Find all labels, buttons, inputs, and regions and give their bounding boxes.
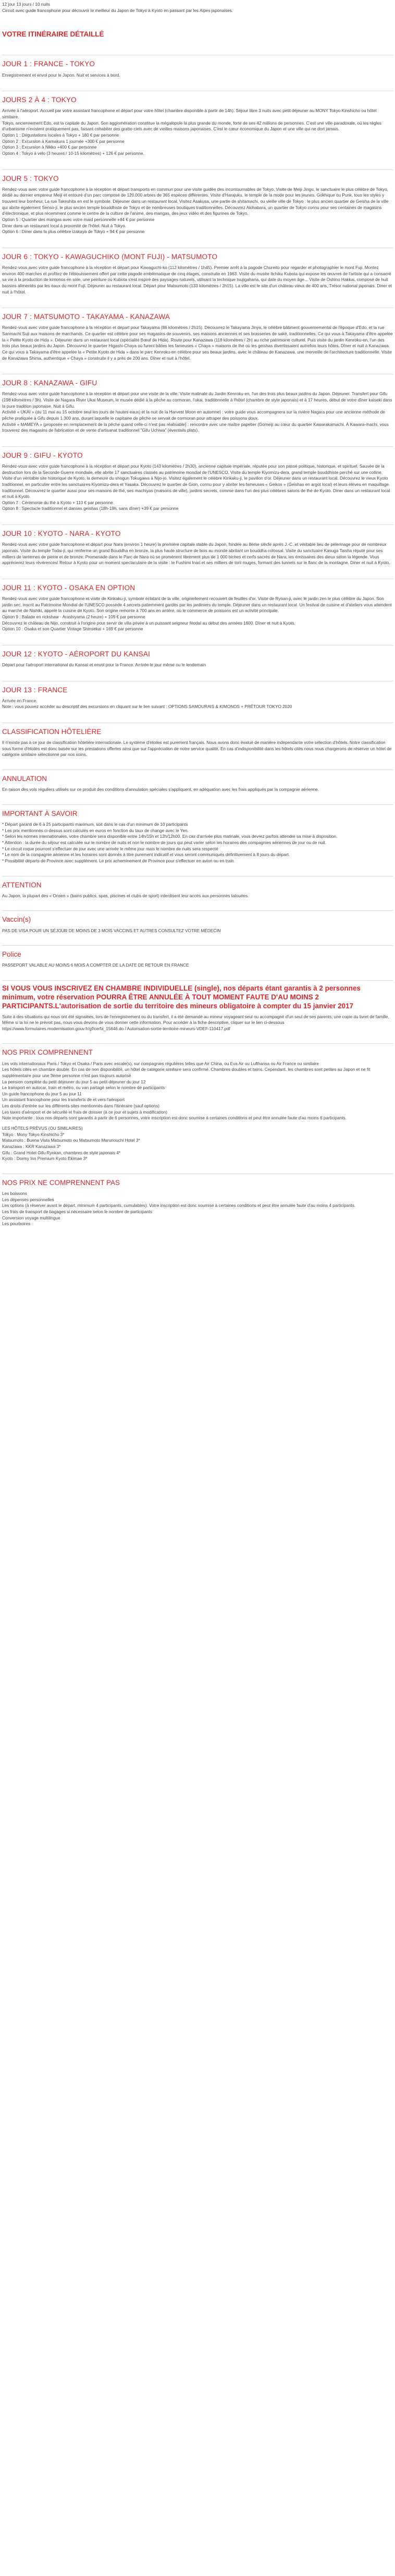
divider: [2, 910, 393, 911]
day-section: [2, 645, 393, 681]
trip-duration: 12 jour 13 jours / 10 nuits: [2, 2, 50, 7]
police-section: [2, 945, 393, 980]
day-paragraph: Départ pour l'aéroport international du Kansaï et envol pour la France. Arrivée le jour même ou le lendemain: [2, 662, 206, 667]
day-title: JOUR 13 : FRANCE: [2, 686, 68, 694]
trip-summary: Circuit avec guide francophone pour découvrir le meilleur du Japon de Tokyo à Kyoto en passant par les Alpes japonaises.: [2, 8, 233, 13]
compris-paragraph: Kyoto : Dormy Inn Premium Kyoto Ekimae 3*: [2, 1156, 88, 1162]
classification-paragraph: Il n'existe pas à ce jour de classification hôtelière internationale. Le système d'étoiles est purement français. Nous avons donc évalué de manière indépendante votre sélection d'hôtels. Notre classification sous forme d'étoiles est donc basée sur les prestations offertes ainsi que sur l'appréciation de notre service qualité. En cas d'indisponibilité dans les hôtels cités nous nous chargerons de réserver un hôtel de catégorie similaire sélectionné par nos soins.: [2, 740, 392, 758]
divider: [2, 1043, 393, 1044]
divider: [2, 945, 393, 946]
chambre-title: SI VOUS VOUS INSCRIVEZ EN CHAMBRE INDIVIDUELLE (single), nos départs étant garantis à 2 personnes minimum, votre réservation POURRA ÊTRE ANNULÉE À TOUT MOMENT FAUTE D'AU MOINS 2 PARTICIPANTS.L'autorisation de sortie du territoire des mineurs obligatoire à compter du 15 janvier 2017: [2, 984, 361, 1010]
vaccin-section: [2, 910, 393, 945]
important-paragraph: * Selon les normes internationales, votre chambre sera disponible entre 14h/15h et 12h/12h00. En cas d'arrivée plus matinale, vous devrez parfois attendre sa mise à disposition.: [2, 834, 338, 839]
important-paragraph: * Possibilité départs de Province avec supplément. Le prix acheminement de Province pour s'effectuer en avion ou en train.: [2, 858, 235, 863]
attention-section: [2, 876, 393, 911]
important-title: IMPORTANT À SAVOIR: [2, 809, 78, 817]
day-section: [2, 248, 393, 308]
day-title: JOUR 7 : MATSUMOTO - TAKAYAMA - KANAZAWA: [2, 313, 170, 321]
day-title: JOUR 5 : TOKYO: [2, 174, 59, 182]
non_compris-paragraph: Conversion voyage multilingue: [2, 1215, 60, 1220]
extra-sections: [2, 723, 393, 1232]
day-paragraph: Option 2 : Excursion à Kamakura 1 journée +300 € par personne: [2, 139, 125, 144]
day-paragraph: Tokyo, anciennement Edo, est la capitale du Japon. Son agglomération constitue la mégalopole la plus grande du monde, forte de ses 42 millions de personnes. C'est une ville paradoxale, où les règles d'urbanisme n'existent pratiquement pas, faisant cohabiter des gratte-ciels avec de vieilles maisons japonaises. C'est le cœur économique du Japon et une ville qui ne dort jamais.: [2, 120, 381, 132]
compris-paragraph: Matsumoto : Buena Vista Matsumoto ou Matsumoto Marunouchi Hotel 3*: [2, 1138, 140, 1143]
day-section: [2, 681, 393, 723]
day-paragraph: Option 10 : Osaka et son Quartier Vintage Shinsekai + 169 € par personne: [2, 627, 143, 632]
day-paragraph: Option 6 : Diner dans la plus célèbre izakaya de Tokyo + 94 € par personne: [2, 229, 145, 235]
important-paragraph: * Le nom de la compagnie aérienne et les horaires sont donnés à titre purement indicatif et vous seront communiqués définitivement à 8 jours du départ.: [2, 852, 290, 858]
attention-title: ATTENTION: [2, 881, 42, 889]
day-section: [2, 524, 393, 579]
day-section: [2, 91, 393, 169]
classification-title: CLASSIFICATION HÔTELIÈRE: [2, 728, 102, 736]
classification-section: [2, 723, 393, 770]
compris-paragraph: Les hôtels cités en chambre double. En cas de non disponibilité, un hôtel de catégorie similaire sera confirmé. Chambres doubles et twins. Cependant, les chambres sont petites au Japon et ne fit supplémentaire pour une 3ème personne n'est pas toujours autorisé: [2, 1067, 371, 1078]
day-paragraph: Rendez-vous avec votre guide francophone à la réception et départ pour Kawaguchi-ko (112 kilomètres / 1h45). Premier arrêt à la pagode Chureito pour regarder et photographier le mont Fuji. Montez environ 400 marches et profitez de l'éblouissement offert par cette pagode emblématique de cinq étages, construite en 1963. Visite du musée Itchiku Kubota qui expose les œuvres de l'artiste qui a consacré sa vie à la production de kimonos en soie, une peinture où Kubota s'est inspiré des paysages naturels, utilisant la technique tsujigahana, qui date du moyen âge... Visite de Oshino Hakkai, composé de huit bassins alimentés par les eaux du mont Fuji. Déjeuner au restaurant local. Départ pour Matsumoto (133 kilomètres / 2h15). La ville est le site d'un château vieux de 400 ans, Trésor national japonais. Diner et nuit à l'hôtel.: [2, 265, 392, 295]
compris-paragraph: Kanazawa : KKR Kanazawa 3*: [2, 1144, 61, 1149]
compris-paragraph: Un guide francophone du jour 5 au jour 11: [2, 1091, 82, 1096]
day-paragraph: Rendez-vous avec votre guide francophone et départ pour Nara (environ 1 heure) la première capitale stable du Japon, fondée au 8ème siècle après J.-C. et véritable lieu de pèlerinage pour de nombreux japonais. Visite du temple Todai-ji, qui renferme un grand Bouddha en bronze, la plus haute structure de bois au monde abritant un bouddha colossal. Visite du sanctuaire Kasuga Taisha réputé pour ses milliers de lanternes de pierre et de bronze. Promenade dans le Parc de Nara où se promènent librement plus de 1 000 biches et cerfs sacrés de Nara, les émissaires des dieux selon la légende. Vous apprécierez leurs révérences! Retour à Kyoto pour un moment spectaculaire de la visite : le Fushimi Inari et ses milliers de torii rouges, formant des tunnels sur le flanc de la montagne. Diner et nuit à Kyoto.: [2, 542, 390, 566]
day-paragraph: Ce qui vous à Takayama d'être appelée la « Petite Kyoto de Hida » dans le parc Kenroku-en célèbre pour ses beaux jardins, avec le château de Kanazawa, une merveille de l'architecture traditionnelle. Visite de Kanazawa Shima, authentique « Chaya » construite il y a près de 200 ans. Dîner et nuit à l'hôtel.: [2, 349, 392, 361]
compris-paragraph: [2, 1121, 393, 1126]
vaccin-title: Vaccin(s): [2, 915, 31, 924]
day-section: [2, 579, 393, 645]
important-paragraph: * Les prix mentionnés ci-dessus sont calculés en euros en fonction du taux de change avec le Yen.: [2, 828, 189, 833]
important-paragraph: * Départ garanti de 6 à 25 participants maximum, soit dans le cas d'un minimum de 10 participants: [2, 822, 188, 827]
day-title: JOUR 12 : KYOTO - AÉROPORT DU KANSAI: [2, 650, 151, 658]
day-title: JOUR 1 : FRANCE - TOKYO: [2, 60, 95, 68]
day-paragraph: Option 7 : Cérémonie du thé à Kyoto + 110 € par personne.: [2, 500, 114, 505]
compris-paragraph: Le transport en autocar, train et métro, ou van partagé selon le nombre de participants: [2, 1085, 165, 1091]
day-title: JOUR 6 : TOKYO - KAWAGUCHIKO (MONT FUJI) - MATSUMOTO: [2, 252, 218, 261]
non_compris-paragraph: Les boissons: [2, 1191, 27, 1197]
police-paragraph: PASSEPORT VALABLE AU MOINS 6 MOIS A COMPTER DE LA DATE DE RETOUR EN FRANCE: [2, 963, 189, 968]
day-paragraph: Activité « UKAI » (du 11 mai au 15 octobre seul les jours de hautes eaux) et la nuit de la Harvest Moon en automne) : votre guide vous accompagnera sur la rivière Nagara pour une ancienne méthode de pêche pratiquée à Gifu depuis 1 300 ans, durant laquelle le capitaine de pêche se servait de cormoran pour attraper des poissons doux.: [2, 410, 385, 421]
day-section: [2, 308, 393, 374]
non_compris-title: NOS PRIX NE COMPRENNENT PAS: [2, 1178, 120, 1187]
non_compris-paragraph: Les frais de transport de bagages si nécessaire selon le nombre de participants: [2, 1209, 153, 1214]
compris-paragraph: Les droits d'entrée sur les différents sites mentionnés dans l'itinéraire (sauf options): [2, 1104, 159, 1109]
day-section: [2, 169, 393, 248]
chambre-paragraph: Même si la loi ne le prévoit pas, nous vous devons de vous donner cette information. Pour accéder à la fiche descriptive, cliquer sur le lien ci-dessous: [2, 1020, 285, 1025]
compris-paragraph: Tokyo : Mony Tokyo Kinshicho 3*: [2, 1132, 65, 1137]
compris-paragraph: LES HÔTELS PRÉVUS (OU SIMILAIRES): [2, 1126, 83, 1131]
compris-paragraph: Les vols internationaux Paris / Tokyo et Osaka / Paris avec escale(s), sur compagnies régulières telles que Air China, ou Eva Air ou Lufthansa ou Air France ou similaire: [2, 1061, 319, 1066]
day-paragraph: Option 3 : Excursion à Nikko +400 € par personne: [2, 145, 97, 150]
day-paragraph: Option 9 : Balade en rickshaw - Arashiyama (2 heure) + 109 € par personne: [2, 614, 145, 619]
non_compris-paragraph: Les dépenses personnelles: [2, 1197, 54, 1202]
non_compris-paragraph: Les options (à réserver avant le départ, minimum 4 participants, cumulables). Votre inscription est donc soumise à certaines conditions et peut être annulée faute d'au moins 4 participants.: [2, 1203, 356, 1208]
divider: [2, 169, 393, 170]
vaccin-paragraph: PAS DE VISA POUR UN SÉJOUR DE MOINS DE 3 MOIS VACCINS ET AUTRES CONSULTEZ VOTRE MÉDECIN: [2, 928, 221, 933]
compris-paragraph: Les taxes d'aéroport et de sécurité et frais de dossier (à ce jour et sujets à modification): [2, 1109, 167, 1115]
important-paragraph: * Le circuit roque pourront s'effectuer de jour avec une arrivée le même jour mais le nombre de nuits sera respecté: [2, 846, 218, 851]
day-title: JOUR 8 : KANAZAWA - GIFU: [2, 379, 97, 387]
day-paragraph: Option 8 : Spectacle traditionnel et danses geishas (18h-19h, sans dîner) +39 € par personne: [2, 506, 179, 511]
day-paragraph: Découvrez le château de Nijo, construit à l'origine pour servir de villa privée à un puissant seigneur féodal au début des années 1600. Dîner et nuit à Kyoto.: [2, 620, 295, 626]
divider: [2, 980, 393, 981]
compris-section: [2, 1043, 393, 1173]
chambre-paragraph: https://www.formulaires.modernisation.gouv.fr/gf/cerfa_15646.do / Autorisation-sortie-territoire-mineurs-VDEF-110417.pdf: [2, 1026, 230, 1031]
day-section: [2, 446, 393, 524]
day-paragraph: Option 1 : Dégustations locales à Tokyo + 180 € par personne: [2, 132, 119, 138]
police-title: Police: [2, 950, 21, 959]
annulation-title: ANNULATION: [2, 775, 47, 783]
day-paragraph: Enregistrement et envol pour le Japon. Nuit et services à bord.: [2, 72, 120, 78]
attention-paragraph: Au Japon, la plupart des « Onsen » (bains publics, spas, piscines et clubs de sport) interdisent leur accès aux personnes tatouées.: [2, 893, 249, 898]
day-paragraph: Rendez-vous avec votre guide francophone à la réception et départ pour une visite de la ville. Visite matinale du Jardin Kenroku-en, l'un des trois plus beaux jardins du Japon. Déjeuner. Transfert pour Gifu (198 kilomètres / 3h). Visite de Nagara River Ukai Museum, le musée dédié à la pêche au cormoran, l'ukai, traditionnelle à l'hôtel (chambre de style japonais) et à 17 heures, début de votre dîner kaiseki dans la pure tradition japonaise. Nuit à Gifu.: [2, 392, 392, 409]
chambre-paragraph: Suite à des situations qui nous ont été signalées, lors de l'enregistrement ou du transfert, il a été demandé au mineur voyageant seul ou accompagné d'un seul de ses parents, une copie du livret de famille.: [2, 1014, 389, 1019]
important-paragraph: * Attention : la durée du séjour est calculée sur le nombre de nuits et non le nombre de jours qui peut varier selon les horaires des compagnies aériennes de jour ou de nuit.: [2, 840, 327, 845]
page: [0, 0, 395, 1232]
itinerary-days: [2, 55, 393, 723]
compris-paragraph: Note importante : tous nos départs sont garantis à partir de 6 personnes, votre inscription est donc soumise à certaines conditions et peut être annulée faute d'au moins 6 participants.: [2, 1116, 347, 1121]
day-title: JOURS 2 À 4 : TOKYO: [2, 96, 77, 104]
day-section: [2, 55, 393, 91]
important-section: [2, 804, 393, 876]
day-paragraph: Note : vous pouvez accéder au descriptif des excursions en cliquant sur le lien suivant : OPTIONS SAMOURAIS & KIMONOS + PRÉTOUR TOKYO 2020: [2, 704, 292, 710]
day-paragraph: Activité « MAMEYA » (proposée en remplacement de la pêche quand celle-ci n'est pas réalisable) : rencontre avec une maître papetier (Gomeiji au cœur du quartier Kawarakamachi. À Kawara-machi, vous trouverez des magasins de fabrication et de vente d'artisanat traditionnel "Gifu Uchiwa" (éventails plats).: [2, 422, 389, 433]
day-section: [2, 374, 393, 446]
compris-title: NOS PRIX COMPRENNENT: [2, 1048, 93, 1057]
intro: [2, 2, 393, 14]
day-paragraph: Arrivée en France.: [2, 698, 38, 703]
non_compris-section: [2, 1174, 393, 1232]
day-paragraph: Rendez-vous avec votre guide francophone à la réception et départ transports en commun pour une visite guidée des incontournables de Tokyo. Visite de Meiji Jingu, le sanctuaire le plus célèbre de Tokyo, dédié au dernier empereur Meiji et entouré d'un parc composé de 120.000 arbres de 365 espèces différentes. Visite d'Harajuku, le temple de la mode pour les jeunes. Gokhique ou Punk, tous les styles y trouvent leur bonheur. La rue Takeshita en est le symbole. Déjeuner dans un restaurant local. Visitez Asakusa, une partie de shitamachi, ou vieille ville de Tokyo : le plus ancien quartier de Geisha de la ville qui abrite également Senso-ji, le plus ancien temple bouddhiste de Tokyo et de nombreuses boutiques traditionnelles. Découvrez Akihabara, un quartier de Tokyo connu pour ses centaines de magasins d'électronique, et plus récemment comme le centre de la culture de l'anime, des mangas, des jeux vidéo et des figurines de Tokyo.: [2, 187, 389, 216]
day-paragraph: Diner dans un restaurant local à proximité de l'hôtel. Nuit à Tokyo.: [2, 223, 127, 228]
itinerary-title: VOTRE ITINÉRAIRE DÉTAILLÉ: [2, 30, 104, 39]
compris-paragraph: Un assistant francophone pour les transferts de et vers l'aéroport: [2, 1097, 125, 1103]
day-paragraph: Rendez-vous avec votre guide francophone à la réception et départ pour Takayama (86 kilomètres / 2h15). Découvrez le Takayama Jinya, le célèbre bâtiment gouvernemental de l'époque d'Edo, et la rue Sanmachi Suji aux maisons de marchands. Ce quartier est célèbre pour ses magasins de souvenirs, ses maisons anciennes et ses brasseries de saké, traditionnelles. Ce qui vous à Takayama d'être appelée la « Petite Kyoto de Hida ». Déjeuner dans un restaurant local (spécialité Bœuf de Hida). Route pour Kanazawa (118 kilomètres / 2h) au riche patrimoine culturel. Puis visite du jardin Kenroku-en, l'un des trois plus beaux jardins du Japon. Découvrez le quartier Higashi-Chaya où furent bâties les fameuses « Chaya » maisons de thé où les geishas divertissaient autrefois leurs hôtes. Dîner et nuit à Kanazawa.: [2, 325, 393, 349]
day-title: JOUR 11 : KYOTO - OSAKA EN OPTION: [2, 583, 135, 592]
day-paragraph: Option 5 : Quartier des mangas avec votre maid personnelle +84 € par personne: [2, 217, 155, 222]
day-title: JOUR 10 : KYOTO - NARA - KYOTO: [2, 530, 121, 538]
day-title: JOUR 9 : GIFU - KYOTO: [2, 451, 83, 459]
day-paragraph: Arrivée à l'aéroport. Accueil par votre assistant francophone et départ pour votre hôtel (chambre disponible à partir de 14h). Séjour libre 3 nuits avec petit déjeuner au MONY Tokyo Kinshicho ou hôtel similaire.: [2, 108, 377, 120]
annulation-paragraph: En raison des vols réguliers utilisés sur ce produit des conditions d'annulation spéciales s'appliquent, en adéquation avec les frais appliqués par la compagnie aérienne.: [2, 787, 319, 792]
annulation-section: [2, 770, 393, 804]
non_compris-paragraph: Les pourboires: [2, 1222, 31, 1227]
day-paragraph: Rendez-vous avec votre guide francophone à la réception et départ pour Kyoto (143 kilomètres / 2h30), ancienne capitale impériale, réputée pour son passé politique, historique, et spirituel. Sauvée de la destruction lors de la Seconde Guerre mondiale, elle abrite 17 sanctuaires classés au patrimoine mondial de l'UNESCO. Visite du temple Kiyomizu-dera, grand temple bouddhiste perché sur une colline. Visite d'un véritable site historique de Kyoto, la demeure du shogun Tokugawa à Nijo-jo. Visitez également le célèbre Kinkaku-ji, le pavillon d'or. Déjeuner dans un restaurant local. Découvrez le vieux Kyoto traditionnel, en particulier entre les sanctuaires Kiyomizu-dera et Yasaka. Découvrez le quartier de Gion, connu pour y abriter les fameuses « Geikos » (Geishas en argot local) et leurs élèves en maquillage traditionnel. Découvrez le quartier aussi pour ses maisons de thé, ses machiyas (maisons de ville), jardins secrets, comme dans l'un des plus célèbres salons de thé de Kyoto. Diner dans un restaurant local et nuit à Kyoto.: [2, 463, 390, 499]
divider: [2, 524, 393, 525]
divider: [2, 446, 393, 447]
divider: [2, 804, 393, 805]
day-paragraph: Rendez-vous avec votre guide francophone et visite de Kinkaku-ji, symbole éclatant de la ville, originellement recouvert de feuilles d'or. Visite de Ryoan-ji, avec le jardin zen le plus célèbre du Japon. Son jardin sec, inscrit au Patrimoine Mondial de l'UNESCO possède 4 secrets patiemment gardés par les jardiniers du temple. Déjeuner dans un restaurant local. Un festival de cuisine et d'ateliers vous attendent au marché de Nishiki, appelé la cuisine de Kyoto. Son origine remonte à 700 ans en arrière, où le commerce de poissons est un activité principale.: [2, 596, 392, 614]
compris-paragraph: La pension complète du petit déjeuner du jour 5 au petit-déjeuner du jour 12: [2, 1079, 146, 1084]
chambre-section: [2, 980, 393, 1044]
compris-paragraph: Gifu : Grand Hotel Gifu Ryokan, chambres de style japonais 4*: [2, 1150, 121, 1155]
day-paragraph: Option 4 : Tokyo à vélo (3 heures / 10-15 kilomètres) + 126 € par personne.: [2, 151, 144, 156]
